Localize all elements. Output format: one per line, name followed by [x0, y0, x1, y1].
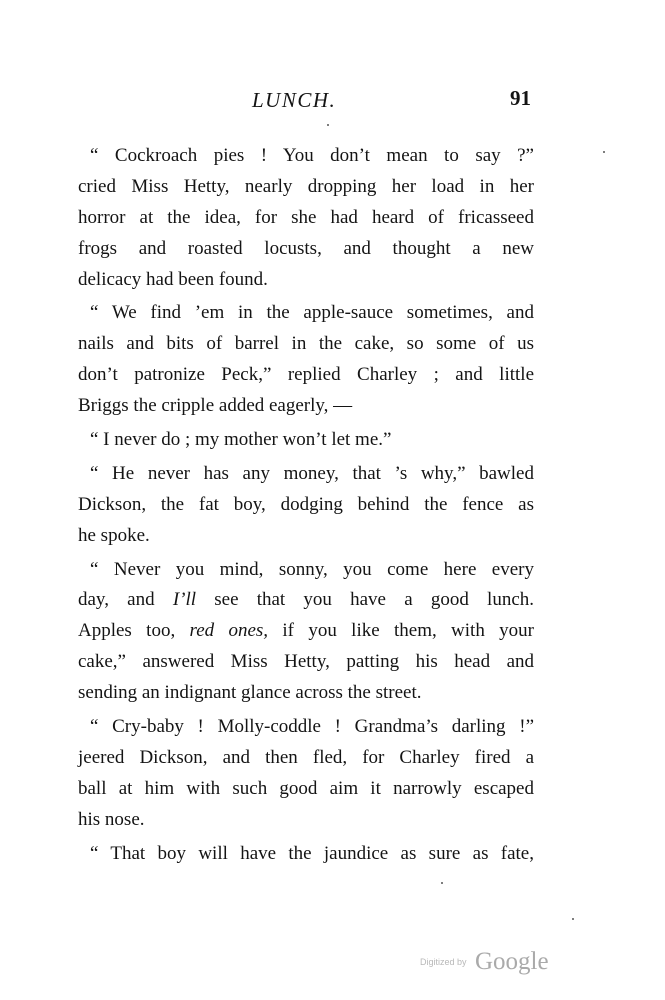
text-segment: day, and	[78, 589, 173, 611]
text-line: delicacy had been found.	[78, 268, 268, 290]
text-line: “ That boy will have the jaundice as sure as fate,	[90, 842, 534, 864]
page-number: 91	[510, 86, 531, 110]
text-line: sending an indignant glance across the street.	[78, 682, 422, 704]
text-line: don’t patronize Peck,” replied Charley ; and little	[78, 364, 534, 386]
text-segment: Apples too,	[78, 620, 190, 642]
text-segment: if you like them, with your	[268, 620, 534, 642]
text-line: nails and bits of barrel in the cake, so some of us	[78, 333, 534, 355]
text-line: “ He never has any money, that ’s why,” bawled	[90, 462, 534, 484]
text-line: “ I never do ; my mother won’t let me.”	[90, 429, 392, 451]
text-line: “ We find ’em in the apple-sauce sometimes, and	[90, 302, 534, 324]
text-line: “ Never you mind, sonny, you come here every	[90, 558, 534, 580]
body-text	[78, 141, 534, 869]
text-line: cake,” answered Miss Hetty, patting his head and	[78, 651, 534, 673]
text-segment: see that you have a good lunch.	[196, 589, 535, 611]
print-speck	[441, 882, 443, 884]
text-line	[78, 616, 534, 647]
text-line: Briggs the cripple added eagerly, —	[78, 395, 353, 417]
print-speck	[327, 124, 329, 126]
running-title: LUNCH.	[252, 88, 337, 112]
text-line: cried Miss Hetty, nearly dropping her load in her	[78, 175, 534, 197]
google-logo: Google	[474, 948, 549, 975]
print-speck	[603, 151, 605, 153]
text-line: Dickson, the fat boy, dodging behind the fence as	[78, 493, 534, 515]
emphasis-text: I’ll	[172, 589, 197, 611]
text-line: he spoke.	[78, 524, 150, 546]
text-line: “ Cockroach pies ! You don’t mean to say ?”	[90, 145, 534, 166]
text-line: jeered Dickson, and then fled, for Charley fired a	[78, 746, 534, 768]
text-line: his nose.	[78, 808, 145, 830]
text-line: “ Cry-baby ! Molly-coddle ! Grandma’s darling !”	[90, 716, 534, 738]
text-line: frogs and roasted locusts, and thought a new	[78, 237, 534, 259]
text-line	[78, 585, 534, 616]
digitized-by-label: Digitized by	[420, 957, 467, 967]
print-speck	[572, 918, 574, 920]
text-line: ball at him with such good aim it narrowly escaped	[78, 777, 534, 799]
running-head	[0, 88, 665, 118]
text-line: horror at the idea, for she had heard of fricasseed	[78, 206, 534, 228]
digitized-watermark	[420, 948, 549, 976]
emphasis-text: red ones,	[189, 620, 269, 642]
